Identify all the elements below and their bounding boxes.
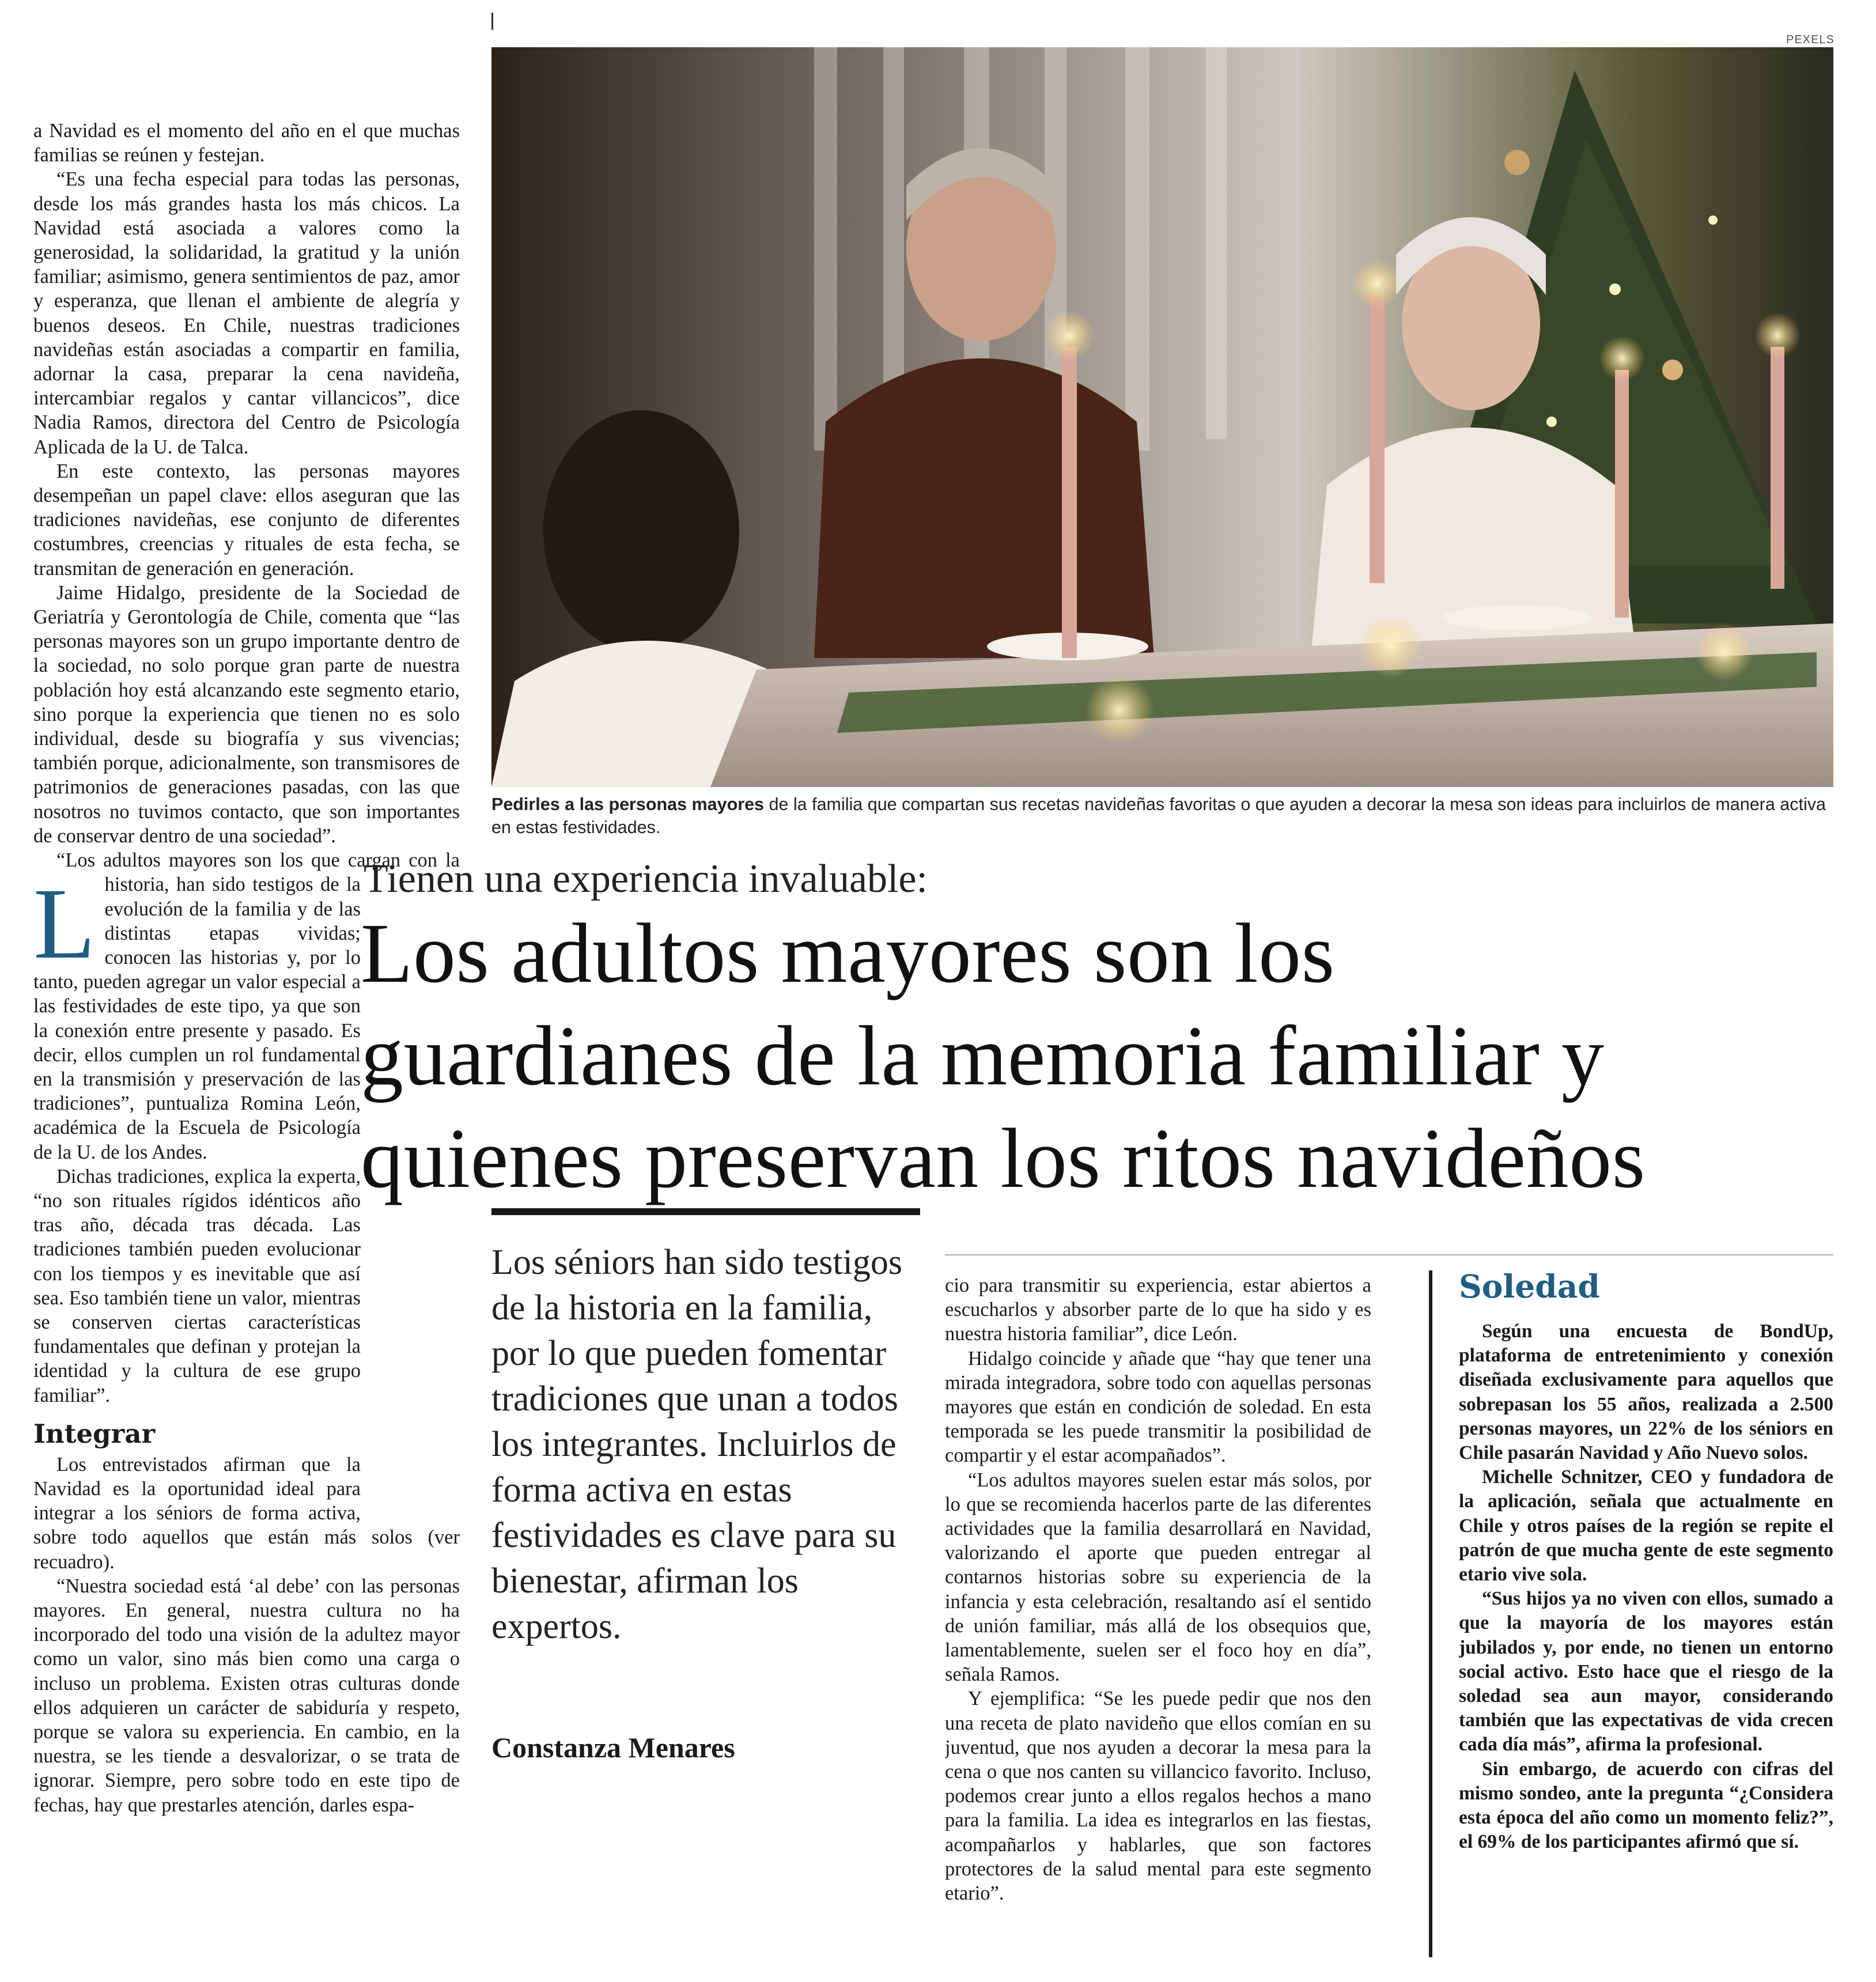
headline-line: guardianes de la memoria familiar y: [361, 1009, 1605, 1103]
paragraph: “Los adultos mayores suelen estar más solos, por lo que se recomienda hacerlos parte de las diferentes actividades que la familia desarrollará en Navidad, valorizando el aporte que pueden entregar al contarnos historias sobre su experiencia de la infancia y esta celebración, resaltando así el sentido de unión familiar, más allá de los obsequios que, lamentablemente, suelen ser el foco hoy en día”, señala Ramos.: [945, 1469, 1371, 1686]
caption-text: de la familia que compartan sus recetas navideñas favoritas o que ayuden a decorar la mesa son ideas para incluirlos de manera activa en estas festividades.: [491, 795, 1826, 837]
paragraph: Los entrevistados afirman que la Navidad es la oportunidad ideal para integrar a los séniors de forma activa, sobre todo aquellos que están más solos (ver recuadro).: [33, 1453, 460, 1573]
column-rule: [945, 1254, 1833, 1255]
byline: Constanza Menares: [491, 1731, 735, 1764]
deck-summary: Los séniors han sido testigos de la historia en la familia, por lo que pueden fomentar tradiciones que unan a todos los integrantes. Incluirlos de forma activa en estas festividades es clave para su bienestar, afirman los expertos.: [491, 1243, 902, 1646]
subhead-integrar: Integrar: [33, 1418, 156, 1449]
top-rule: [491, 13, 493, 30]
headline-kicker: Tienen una experiencia invaluable:: [364, 857, 928, 901]
paragraph: Hidalgo coincide y añade que “hay que tener una mirada integradora, sobre todo con aquellas personas mayores que están en condición de soledad. En esta temporada se les puede transmitir la posibilidad de compartir y el estar acompañados”.: [945, 1347, 1371, 1467]
photo-credit: PEXELS: [1786, 33, 1835, 46]
caption-lead: Pedirles a las personas mayores: [491, 795, 765, 814]
paragraph: “Los adultos mayores son los que cargan con la historia, han sido testigos de la evolución de la familia y de las distintas etapas vividas; conocen las historias y, por lo tanto, pueden agregar un valor especial a las festividades de este tipo, ya que son la conexión entre presente y pasado. Es decir, ellos cumplen un rol fundamental en la transmisión y preservación de las tradiciones”, puntualiza Romina León, académica de la Escuela de Psicología de la U. de los Andes.: [33, 849, 460, 1163]
deck-rule: [491, 1208, 920, 1215]
main-photo: [491, 47, 1833, 787]
paragraph: Sin embargo, de acuerdo con cifras del mismo sondeo, ante la pregunta “¿Considera esta época del año como un momento feliz?”, el 69% de los participantes afirmó que sí.: [1459, 1758, 1833, 1853]
sidebar-title: Soledad: [1459, 1268, 1600, 1305]
drop-cap: L: [33, 868, 96, 980]
paragraph: “Es una fecha especial para todas las personas, desde los más grandes hasta los más chicos. La Navidad está asociada a valores como la generosidad, la solidaridad, la gratitud y la unión familiar; asimismo, genera sentimientos de paz, amor y esperanza, que llenan el ambiente de alegría y buenos deseos. En Chile, nuestras tradiciones navideñas están asociadas a compartir en familia, adornar la casa, preparar la cena navideña, intercambiar regalos y cantar villancicos”, dice Nadia Ramos, directora del Centro de Psicología Aplicada de la U. de Talca.: [33, 168, 460, 458]
sidebar-box: [1459, 1319, 1833, 1959]
paragraph: Michelle Schnitzer, CEO y fundadora de la aplicación, señala que actualmente en Chile y otros países de la región se repite el patrón de que mucha gente de este segmento etario vive sola.: [1459, 1466, 1833, 1586]
headline: [361, 902, 1841, 1210]
paragraph-text: a Navidad es el momento del año en el que muchas familias se reúnen y festejan.: [33, 120, 460, 167]
paragraph: “Nuestra sociedad está ‘al debe’ con las personas mayores. En general, nuestra cultura no ha incorporado del todo una visión de la adultez mayor como un valor, sino más bien como una carga o incluso un problema. Existen otras culturas donde ellos adquieren un carácter de sabiduría y respeto, porque se valora su experiencia. En cambio, en la nuestra, se les tiende a desvalorizar, o se trata de ignorar. Siempre, pero sobre todo en este tipo de fechas, hay que prestarles atención, darles espa-: [33, 1575, 460, 1816]
paragraph: En este contexto, las personas mayores desempeñan un papel clave: ellos aseguran que las tradiciones navideñas, ese conjunto de diferentes costumbres, creencias y rituales de esta fecha, se transmitan de generación en generación.: [33, 460, 460, 580]
body-column-middle: [945, 1273, 1371, 1959]
paragraph: Y ejemplifica: “Se les puede pedir que nos den una receta de plato navideño que ellos comían en su juventud, que nos ayuden a decorar la mesa para la cena o que nos canten su villancico favorito. Incluso, podemos crear junto a ellos regalos hechos a mano para la familia. La idea es integrarlos en las fiestas, acompañarlos y hablarles, que son factores protectores de la salud mental para este segmento etario”.: [945, 1688, 1371, 1905]
paragraph: Jaime Hidalgo, presidente de la Sociedad de Geriatría y Gerontología de Chile, comenta que “las personas mayores son un grupo importante dentro de la sociedad, no solo porque gran parte de nuestra población hoy está alcanzando este segmento etario, sino porque la experiencia que tienen no es solo individual, desde su biografía y sus vivencias; también porque, adicionalmente, son transmisores de patrimonios de generaciones pasadas, con las que nosotros no tuvimos contacto, que son importantes de conservar dentro de una sociedad”.: [33, 581, 460, 847]
headline-line: Los adultos mayores son los: [361, 906, 1335, 1001]
paragraph: Según una encuesta de BondUp, plataforma de entretenimiento y conexión diseñada exclusivamente para aquellos que sobrepasan los 55 años, realizada a 2.500 personas mayores, un 22% de los séniors en Chile pasarán Navidad y Año Nuevo solos.: [1459, 1321, 1833, 1464]
paragraph: Dichas tradiciones, explica la experta, “no son rituales rígidos idénticos año tras año, década tras década. Las tradiciones también pueden evolucionar con los tiempos y es inevitable que así sea. Eso también tiene un valor, mientras se conserven ciertas características fundamentales que definan y protejan la identidad y la cultura de ese grupo familiar”.: [33, 1165, 361, 1406]
paragraph: “Sus hijos ya no viven con ellos, sumado a que la mayoría de los mayores están jubilados y, por ende, no tienen un entorno social activo. Esto hace que el riesgo de la soledad sea aun mayor, considerando también que las expectativas de vida crecen cada día más”, afirma la profesional.: [1459, 1588, 1833, 1756]
headline-line: quienes preservan los ritos navideños: [361, 1111, 1646, 1206]
sidebar-rule: [1429, 1270, 1432, 1957]
photo-caption: [491, 793, 1833, 839]
paragraph: cio para transmitir su experiencia, estar abiertos a escucharlos y absorber parte de lo que ha sido y es nuestra historia familiar”, dice León.: [945, 1274, 1371, 1345]
